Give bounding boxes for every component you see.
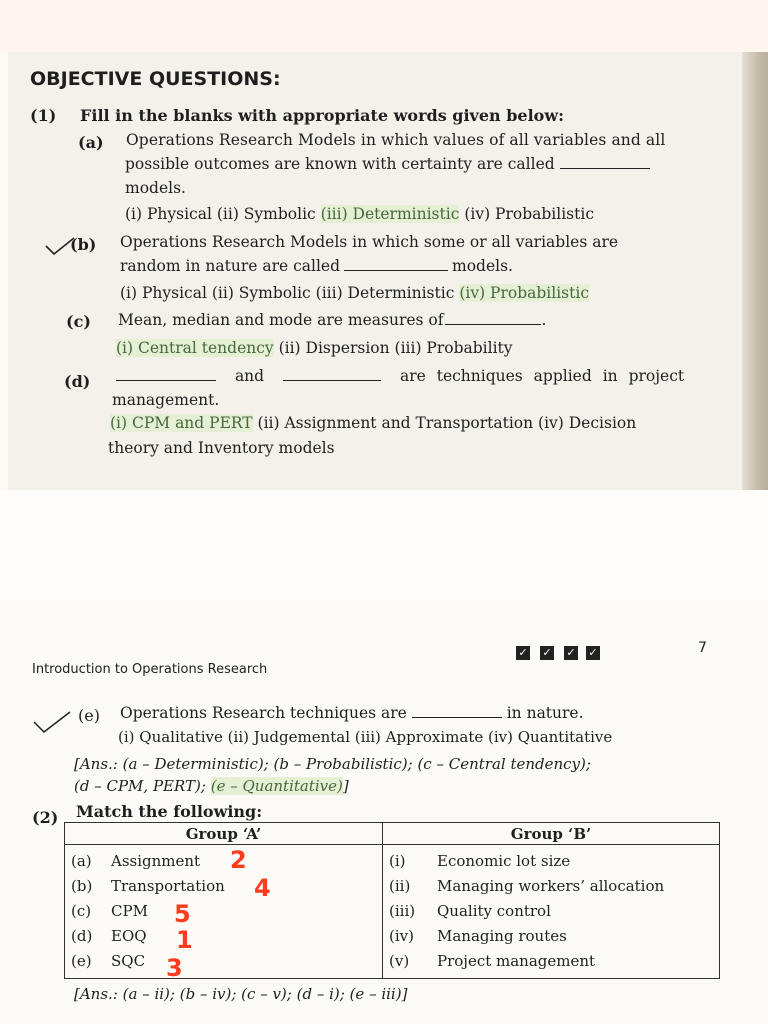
photo-gap: [0, 490, 768, 600]
item-a-options: (i) Physical (ii) Symbolic (iii) Deterministic (iv) Probabilistic: [125, 205, 595, 223]
group-b-row: (i) Economic lot size: [389, 852, 571, 870]
group-a-row: (d) EOQ: [71, 927, 147, 945]
checkmark-icon: [32, 710, 72, 736]
page-number: 7: [698, 640, 707, 656]
answers-q1-line2: (d – CPM, PERT); (e – Quantitative)]: [74, 777, 349, 795]
group-a-row: (e) SQC: [71, 952, 146, 970]
question-2-title: Match the following:: [76, 802, 263, 821]
check-stamp-icon: ✓: [564, 646, 578, 660]
photo-background-top: [0, 0, 768, 52]
item-a-label: (a): [78, 133, 104, 152]
fill-blank: [116, 367, 216, 381]
item-c-options: (i) Central tendency (ii) Dispersion (iii) Probability: [116, 339, 513, 357]
fill-blank: [445, 311, 541, 325]
match-table: [64, 822, 720, 982]
item-e-options: (i) Qualitative (ii) Judgemental (iii) Approximate (iv) Quantitative: [118, 728, 613, 746]
highlighted-answer: (e – Quantitative): [210, 777, 343, 795]
item-e-line1: Operations Research techniques are in nature.: [120, 704, 584, 722]
group-a-row: (c) CPM: [71, 902, 148, 920]
item-d-options-line2: theory and Inventory models: [108, 439, 335, 457]
group-b-row: (v) Project management: [389, 952, 596, 970]
check-stamp-icon: ✓: [516, 646, 530, 660]
fill-blank: [560, 155, 650, 169]
item-a-line3: models.: [125, 179, 186, 197]
handwritten-mark: 4: [254, 874, 271, 902]
highlighted-answer: (iii) Deterministic: [320, 205, 460, 223]
question-1-title: Fill in the blanks with appropriate words given below:: [80, 106, 565, 125]
item-b-options: (i) Physical (ii) Symbolic (iii) Deterministic (iv) Probabilistic: [120, 284, 589, 302]
item-d-label: (d): [64, 372, 91, 391]
check-stamp-icon: ✓: [540, 646, 554, 660]
fill-blank: [412, 704, 502, 718]
answers-q1-line1: [Ans.: (a – Deterministic); (b – Probabilistic); (c – Central tendency);: [74, 755, 591, 773]
item-b-label: (b): [70, 235, 97, 254]
fill-blank: [283, 367, 381, 381]
item-c-line1: Mean, median and mode are measures of .: [118, 311, 547, 329]
question-1-number: (1): [30, 106, 57, 125]
item-d-line2: management.: [112, 391, 220, 409]
group-b-row: (iii) Quality control: [389, 902, 551, 920]
group-b-cell: [383, 845, 720, 979]
question-2-number: (2): [32, 808, 59, 827]
handwritten-mark: 3: [166, 954, 183, 982]
group-b-row: (iv) Managing routes: [389, 927, 567, 945]
item-e-label: (e): [78, 706, 100, 725]
item-d-options: (i) CPM and PERT (ii) Assignment and Transportation (iv) Decision: [110, 414, 637, 432]
item-b-line1: Operations Research Models in which some or all variables are: [120, 233, 619, 251]
item-b-line2: random in nature are called models.: [120, 257, 513, 275]
section-heading: OBJECTIVE QUESTIONS:: [30, 68, 281, 90]
handwritten-mark: 5: [174, 900, 191, 928]
running-head: Introduction to Operations Research: [32, 662, 268, 677]
handwritten-mark: 1: [176, 926, 193, 954]
item-d-line1: and are techniques applied in project: [116, 366, 734, 386]
group-a-cell: [65, 845, 383, 982]
group-a-row: (a) Assignment: [71, 852, 201, 870]
item-a-line2: possible outcomes are known with certainty are called: [125, 154, 650, 174]
answers-q2: [Ans.: (a – ii); (b – iv); (c – v); (d – i); (e – iii)]: [74, 985, 408, 1003]
group-a-header: Group ‘A’: [65, 823, 383, 845]
group-b-header: Group ‘B’: [383, 823, 720, 845]
item-a-line1: Operations Research Models in which values of all variables and all: [126, 131, 666, 149]
item-c-label: (c): [66, 312, 91, 331]
group-a-row: (b) Transportation: [71, 877, 225, 895]
highlighted-answer: (iv) Probabilistic: [459, 284, 589, 302]
highlighted-answer: (i) Central tendency: [116, 339, 274, 357]
handwritten-mark: 2: [230, 846, 247, 874]
group-b-row: (ii) Managing workers’ allocation: [389, 877, 665, 895]
fill-blank: [344, 257, 448, 271]
highlighted-answer: (i) CPM and PERT: [110, 414, 253, 432]
check-stamp-icon: ✓: [586, 646, 600, 660]
